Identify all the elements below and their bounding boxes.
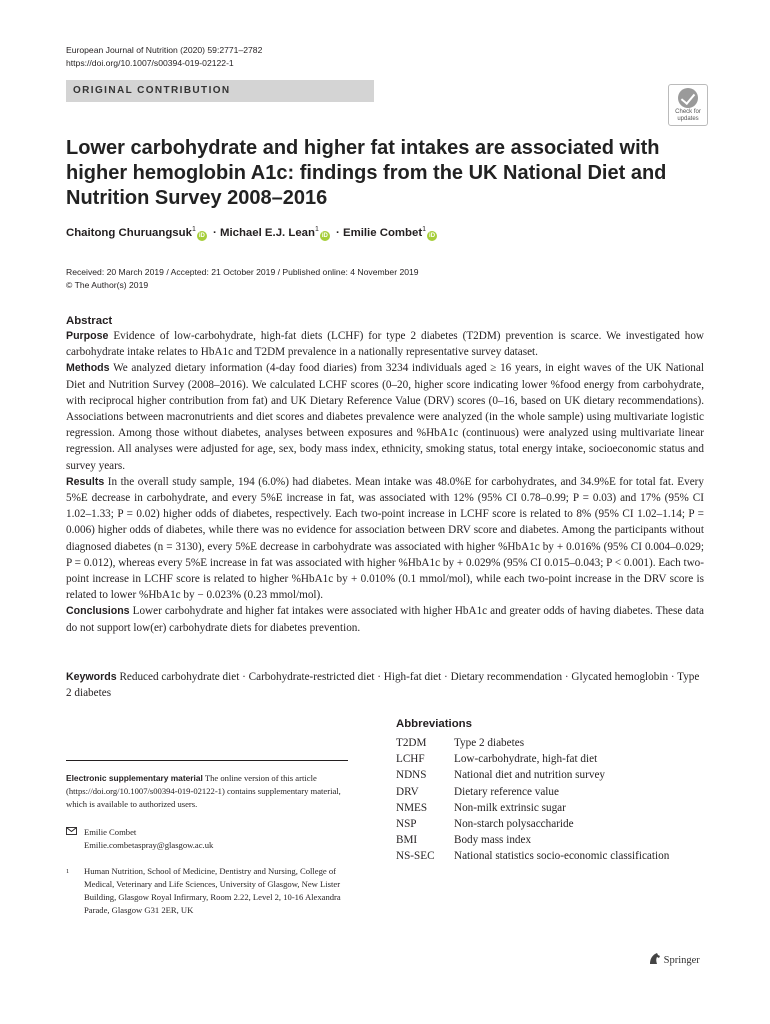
abbreviation-row (396, 735, 696, 751)
abbreviation-value: Body mass index (454, 834, 532, 847)
abbreviation-key: T2DM (396, 737, 427, 749)
article-type-banner: ORIGINAL CONTRIBUTION (66, 80, 374, 102)
keywords-text: Reduced carbohydrate diet · Carbohydrate-restricted diet · High-fat diet · Dietary recommendation · Glycated hemoglobin · Type 2 diabetes (66, 671, 700, 700)
abbreviations-list (396, 735, 696, 865)
affiliation (66, 865, 348, 917)
abbreviation-row (396, 816, 696, 832)
author-name[interactable]: Emilie Combet (343, 227, 423, 239)
publication-dates (66, 266, 419, 292)
abbreviation-value: Dietary reference value (454, 785, 559, 798)
esm-post: ) contains supplementary material, which is available to authorized users. (66, 786, 341, 809)
abbreviation-value: Non-starch polysaccharide (454, 818, 574, 831)
author-affiliation-mark: 1 (422, 226, 427, 233)
publisher-logo (648, 952, 700, 966)
abbreviation-value: Type 2 diabetes (454, 737, 525, 749)
dates-line: Received: 20 March 2019 / Accepted: 21 October 2019 / Published online: 4 November 2019 (66, 267, 419, 277)
author-affiliation-mark: 1 (314, 226, 319, 233)
check-updates-line1: Check for (675, 109, 701, 115)
check-updates-line2: updates (677, 115, 699, 122)
abbreviation-row (396, 767, 696, 783)
abbreviation-key: DRV (396, 785, 419, 798)
abbreviation-key: NSP (396, 818, 417, 831)
footnote-divider (66, 760, 348, 761)
abstract-results (66, 474, 704, 604)
purpose-label: Purpose (66, 330, 109, 342)
affiliation-mark: 1 (66, 868, 70, 875)
envelope-icon (66, 826, 84, 839)
abbreviation-row (396, 832, 696, 848)
orcid-icon[interactable]: iD (321, 233, 328, 239)
esm-pre: The online version of this article ( (66, 773, 317, 796)
orcid-icon[interactable]: iD (198, 233, 205, 239)
journal-info (66, 44, 262, 70)
author-name[interactable]: Chaitong Churuangsuk (66, 227, 192, 239)
springer-horse-icon (648, 955, 664, 966)
conclusions-text: Lower carbohydrate and higher fat intakes were associated with higher HbA1c and greater odds of having diabetes. These data do not support low(er) carbohydrate diets for diabetes prevention. (66, 605, 704, 634)
check-mark-icon (678, 88, 698, 108)
abbreviation-value: National diet and nutrition survey (454, 769, 605, 782)
abstract-heading: Abstract (66, 315, 113, 327)
abbreviation-row (396, 848, 696, 864)
correspondence-email[interactable]: Emilie.combetaspray@glasgow.ac.uk (84, 840, 214, 850)
correspondence (66, 826, 348, 852)
abbreviation-row (396, 751, 696, 767)
keywords-label: Keywords (66, 671, 117, 683)
abbreviation-key: NDNS (396, 769, 427, 782)
author-affiliation-mark: 1 (191, 226, 196, 233)
abbreviation-key: NMES (396, 801, 428, 814)
journal-citation: European Journal of Nutrition (2020) 59:2771–2782 (66, 45, 263, 55)
conclusions-label: Conclusions (66, 605, 130, 618)
journal-doi[interactable]: https://doi.org/10.1007/s00394-019-02122-1 (66, 58, 234, 68)
purpose-text: Evidence of low-carbohydrate, high-fat diets (LCHF) for type 2 diabetes (T2DM) prevention is scarce. We investigated how carbohydrate intake relates to HbA1c and T2DM prevalence in a nationally representative survey dataset. (66, 330, 704, 359)
abstract-purpose (66, 328, 704, 360)
author-name[interactable]: Michael E.J. Lean (219, 227, 315, 239)
abbreviation-key: NS-SEC (396, 850, 435, 863)
abstract-conclusions (66, 603, 704, 635)
abbreviation-key: LCHF (396, 753, 425, 766)
article-title: Lower carbohydrate and higher fat intakes are associated with higher hemoglobin A1c: findings from the UK National Diet and Nutrition Survey 2008–2016 (66, 137, 667, 209)
abbreviation-value: National statistics socio-economic classification (454, 850, 670, 863)
abbreviations-heading: Abbreviations (396, 718, 472, 730)
abstract-methods (66, 360, 704, 473)
publisher-name: Springer (663, 955, 700, 966)
esm-link[interactable]: https://doi.org/10.1007/s00394-019-02122-1 (68, 786, 222, 796)
abbreviation-key: BMI (396, 834, 418, 847)
author-list (66, 226, 440, 241)
methods-label: Methods (66, 362, 110, 375)
results-text: In the overall study sample, 194 (6.0%) had diabetes. Mean intake was 48.0%E for carbohydrates, and 34.9%E for total fat. Every 5%E decrease in carbohydrate, and every 5%E increase in fat, was associated with 12% (95% CI 0.78–0.99; P = 0.03) and 17% (95% CI 1.02–1.33; P = 0.02) higher odds of diabetes, respectively. Each two-point increase in LCHF score is related to 8% (95% CI 1.02–1.14; P = 0.006) higher odds of diabetes, while there was no evidence for association between DRV score and diabetes. Among the participants without diagnosed diabetes (n = 3130), every 5%E decrease in carbohydrate was associated with higher %HbA1c by + 0.016% (95% CI 0.004–0.029; P = 0.012), whereas every 5%E increase in fat was associated with higher %HbA1c by + 0.029% (95% CI 0.015–0.043; P < 0.001). Each two-point increase in LCHF score is related to higher %HbA1c by + 0.010% (0.1 mmol/mol), while each two-point increase in the DRV score is related to lower %HbA1c by − 0.023% (0.23 mmol/mol). (66, 475, 704, 602)
author-separator: · (213, 227, 217, 239)
supplementary-material-note (66, 772, 348, 811)
copyright-line: © The Author(s) 2019 (66, 280, 149, 290)
author-separator: · (336, 227, 340, 239)
correspondence-name: Emilie Combet (84, 827, 137, 837)
abbreviation-value: Low-carbohydrate, high-fat diet (454, 753, 598, 766)
results-label: Results (66, 475, 105, 488)
abbreviation-row (396, 800, 696, 816)
orcid-icon[interactable]: iD (429, 233, 436, 239)
check-for-updates-button[interactable] (668, 84, 708, 126)
abstract-body (66, 328, 704, 636)
abbreviation-value: Non-milk extrinsic sugar (454, 801, 566, 814)
methods-text: We analyzed dietary information (4-day food diaries) from 3234 individuals aged ≥ 16 years, in eight waves of the UK National Diet and Nutrition Survey (2008–2016). We calculated LCHF scores (0–20, higher score indicating lower %food energy from carbohydrate, with reciprocal higher contribution from fat) and UK Dietary Reference Value (DRV) scores (0–16, based on UK dietary recommendations). Associations between macronutrients and diet scores and diabetes prevalence were analyzed (in the whole sample) using multivariate logistic regression. Among those without diabetes, analyses between exposures and %HbA1c (continuous) were analyzed using multivariate linear regression. All analyses were adjusted for age, sex, body mass index, ethnicity, smoking status, total energy intake, socioeconomic status and survey years. (66, 362, 704, 472)
affiliation-text: Human Nutrition, School of Medicine, Dentistry and Nursing, College of Medical, Veterinary and Life Sciences, University of Glasgow, New Lister Building, Glasgow Royal Infirmary, Room 2.22, Level 2, 10-16 Alexandra Parade, Glasgow G31 2ER, UK (84, 866, 341, 915)
esm-label: Electronic supplementary material (66, 773, 203, 783)
keywords (66, 669, 704, 701)
abbreviation-row (396, 784, 696, 800)
